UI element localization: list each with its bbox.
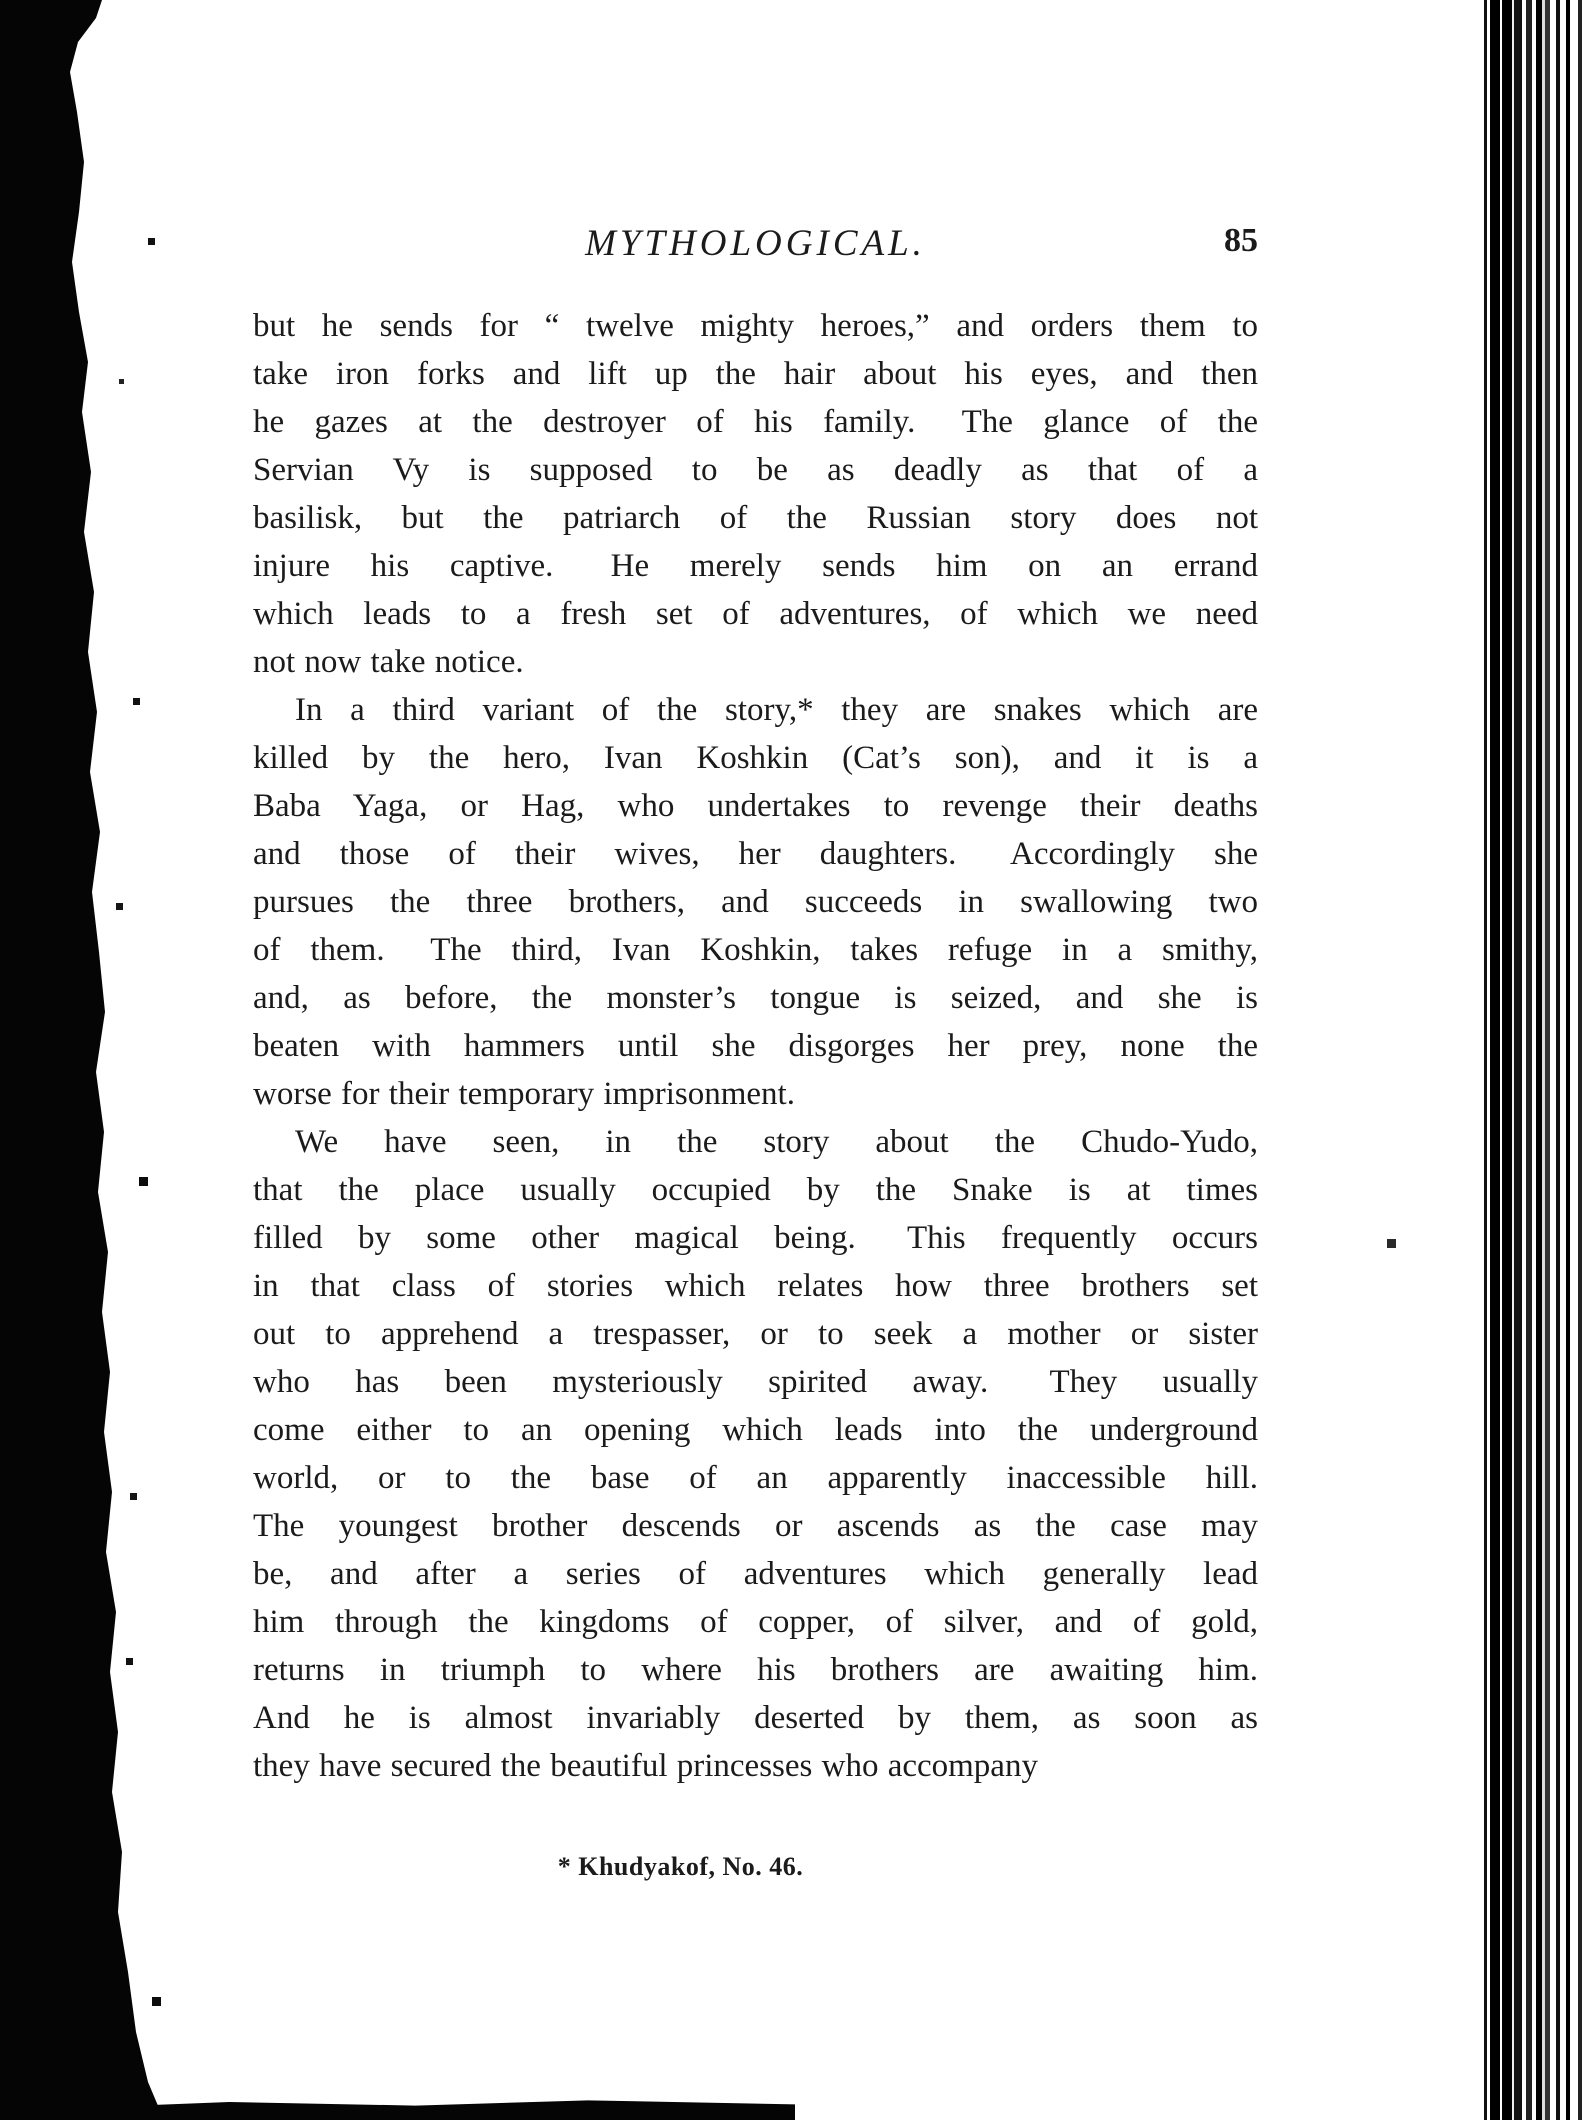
running-title: MYTHOLOGICAL. [585, 223, 926, 264]
text-line: in that class of stories which relates how three brothers set [253, 1268, 1258, 1304]
scan-right-page-edges [1478, 0, 1587, 2120]
page-header [253, 222, 1258, 272]
text-line: be, and after a series of adventures which generally lead [253, 1556, 1258, 1592]
scan-specks [0, 0, 3, 3]
text-line: worse for their temporary imprisonment. [253, 1076, 795, 1112]
text-line: that the place usually occupied by the Snake is at times [253, 1172, 1258, 1208]
paragraph [253, 686, 1258, 1118]
text-line: but he sends for “ twelve mighty heroes,” and orders them to [253, 308, 1258, 344]
text-line: out to apprehend a trespasser, or to seek a mother or sister [253, 1316, 1258, 1352]
text-line: take iron forks and lift up the hair about his eyes, and then [253, 356, 1258, 392]
text-line: world, or to the base of an apparently inaccessible hill. [253, 1460, 1258, 1496]
text-line: We have seen, in the story about the Chudo-Yudo, [295, 1124, 1258, 1160]
text-line: him through the kingdoms of copper, of silver, and of gold, [253, 1604, 1258, 1640]
text-line: come either to an opening which leads into the underground [253, 1412, 1258, 1448]
page-number: 85 [1224, 222, 1258, 259]
text-line: killed by the hero, Ivan Koshkin (Cat’s son), and it is a [253, 740, 1258, 776]
footnote: * Khudyakof, No. 46. [557, 1852, 804, 1881]
text-line: injure his captive. He merely sends him on an errand [253, 548, 1258, 584]
text-line: they have secured the beautiful princesses who accompany [253, 1748, 1038, 1784]
text-line: and, as before, the monster’s tongue is seized, and she is [253, 980, 1258, 1016]
text-block [253, 302, 1258, 1790]
text-line: of them. The third, Ivan Koshkin, takes refuge in a smithy, [253, 932, 1258, 968]
text-line: In a third variant of the story,* they are snakes which are [295, 692, 1258, 728]
text-line: which leads to a fresh set of adventures, of which we need [253, 596, 1258, 632]
text-line: beaten with hammers until she disgorges her prey, none the [253, 1028, 1258, 1064]
text-line: returns in triumph to where his brothers are awaiting him. [253, 1652, 1258, 1688]
text-line: filled by some other magical being. This frequently occurs [253, 1220, 1258, 1256]
text-line: and those of their wives, her daughters. Accordingly she [253, 836, 1258, 872]
text-line: not now take notice. [253, 644, 524, 680]
text-line: Servian Vy is supposed to be as deadly as that of a [253, 452, 1258, 488]
text-line: basilisk, but the patriarch of the Russian story does not [253, 500, 1258, 536]
text-line: Baba Yaga, or Hag, who undertakes to revenge their deaths [253, 788, 1258, 824]
paragraph [253, 302, 1258, 686]
text-line: pursues the three brothers, and succeeds in swallowing two [253, 884, 1258, 920]
text-line: And he is almost invariably deserted by them, as soon as [253, 1700, 1258, 1736]
text-line: who has been mysteriously spirited away. They usually [253, 1364, 1258, 1400]
paragraph [253, 1118, 1258, 1790]
text-line: The youngest brother descends or ascends as the case may [253, 1508, 1258, 1544]
scan-left-binding-edge [0, 0, 180, 2120]
scan-bottom-edge [105, 2096, 795, 2120]
text-line: he gazes at the destroyer of his family. The glance of the [253, 404, 1258, 440]
